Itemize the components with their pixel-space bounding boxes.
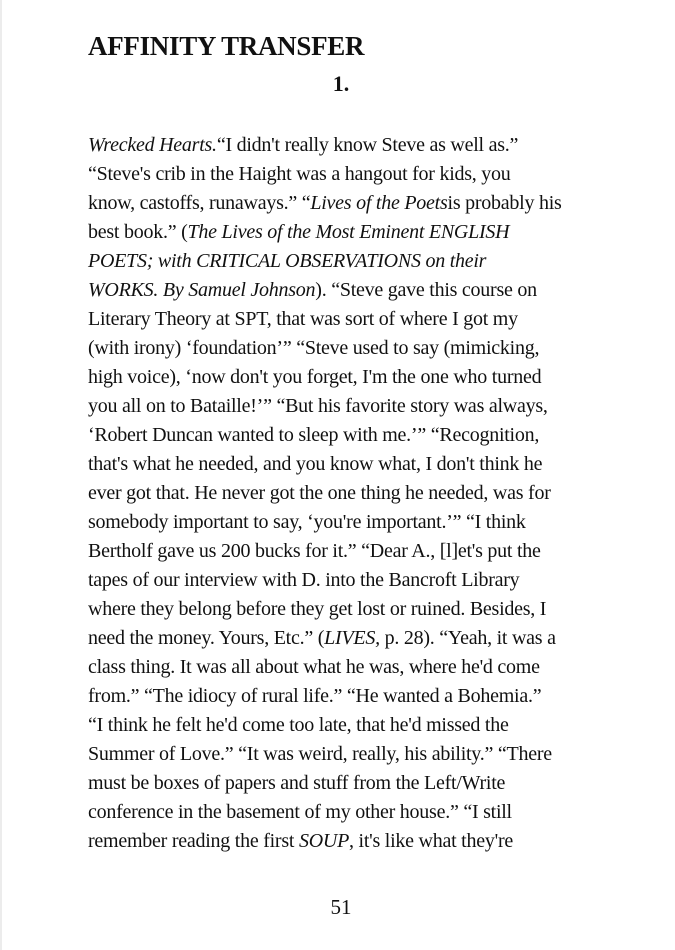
page-number: 51	[330, 895, 352, 919]
body-text	[88, 131, 663, 856]
italic-text-segment: Wrecked Hearts.	[88, 134, 217, 156]
text-segment: Summer of Love.” “It was weird, really, his ability.” “There	[88, 743, 552, 765]
text-line	[88, 479, 663, 508]
text-line	[88, 276, 663, 305]
text-line	[88, 566, 663, 595]
text-segment: that's what he needed, and you know what, I don't think he	[88, 453, 543, 475]
text-line	[88, 131, 663, 160]
text-line	[88, 218, 663, 247]
text-line	[88, 392, 663, 421]
text-line	[88, 682, 663, 711]
text-segment: p. 28). “Yeah, it was a	[379, 627, 556, 649]
text-segment: need the money. Yours, Etc.” (	[88, 627, 325, 649]
text-line	[88, 334, 663, 363]
text-segment: from.” “The idiocy of rural life.” “He wanted a Bohemia.”	[88, 685, 542, 707]
text-line	[88, 305, 663, 334]
text-segment: where they belong before they get lost or ruined. Besides, I	[88, 598, 547, 620]
text-segment: ). “Steve gave this course on	[315, 279, 537, 301]
section-number: 1.	[332, 71, 350, 96]
text-segment: Literary Theory at SPT, that was sort of where I got my	[88, 308, 518, 330]
text-segment: tapes of our interview with D. into the Bancroft Library	[88, 569, 520, 591]
text-line	[88, 740, 663, 769]
italic-text-segment: Lives of the Poets	[310, 192, 448, 214]
text-line	[88, 537, 663, 566]
text-line	[88, 769, 663, 798]
text-line	[88, 653, 663, 682]
text-segment: “Steve's crib in the Haight was a hangout for kids, you	[88, 163, 511, 185]
text-line	[88, 421, 663, 450]
text-line	[88, 827, 663, 856]
text-segment: “I didn't really know Steve as well as.”	[216, 134, 519, 156]
italic-text-segment: WORKS. By Samuel Johnson	[88, 279, 316, 301]
text-segment: is probably his	[447, 192, 562, 214]
text-line	[88, 711, 663, 740]
text-segment: remember reading the first	[88, 830, 299, 852]
italic-text-segment: POETS; with CRITICAL OBSERVATIONS on their	[88, 250, 487, 272]
italic-text-segment: SOUP	[298, 830, 350, 852]
text-segment: class thing. It was all about what he was, where he'd come	[88, 656, 540, 678]
text-line	[88, 798, 663, 827]
italic-text-segment: LIVES,	[324, 627, 380, 649]
text-segment: best book.” (	[88, 221, 188, 243]
text-line	[88, 160, 663, 189]
text-line	[88, 189, 663, 218]
italic-text-segment: The Lives of the Most Eminent ENGLISH	[187, 221, 510, 243]
text-segment: you all on to Bataille!’” “But his favorite story was always,	[88, 395, 548, 417]
text-segment: conference in the basement of my other house.” “I still	[88, 801, 512, 823]
text-segment: ever got that. He never got the one thing he needed, was for	[88, 482, 551, 504]
text-segment: somebody important to say, ‘you're important.’” “I think	[88, 511, 526, 533]
text-line	[88, 247, 663, 276]
text-segment: (with irony) ‘foundation’” “Steve used to say (mimicking,	[88, 337, 540, 359]
text-line	[88, 508, 663, 537]
text-line	[88, 450, 663, 479]
text-segment: know, castoffs, runaways.” “	[88, 192, 311, 214]
text-segment: ‘Robert Duncan wanted to sleep with me.’” “Recognition,	[88, 424, 540, 446]
text-line	[88, 595, 663, 624]
text-segment: must be boxes of papers and stuff from the Left/Write	[88, 772, 506, 794]
text-segment: Bertholf gave us 200 bucks for it.” “Dear A., [l]et's put the	[88, 540, 541, 562]
text-line	[88, 624, 663, 653]
text-line	[88, 363, 663, 392]
text-segment: high voice), ‘now don't you forget, I'm the one who turned	[88, 366, 542, 388]
text-segment: “I think he felt he'd come too late, that he'd missed the	[88, 714, 509, 736]
page-title: AFFINITY TRANSFER	[88, 31, 365, 62]
text-segment: , it's like what they're	[349, 830, 513, 852]
